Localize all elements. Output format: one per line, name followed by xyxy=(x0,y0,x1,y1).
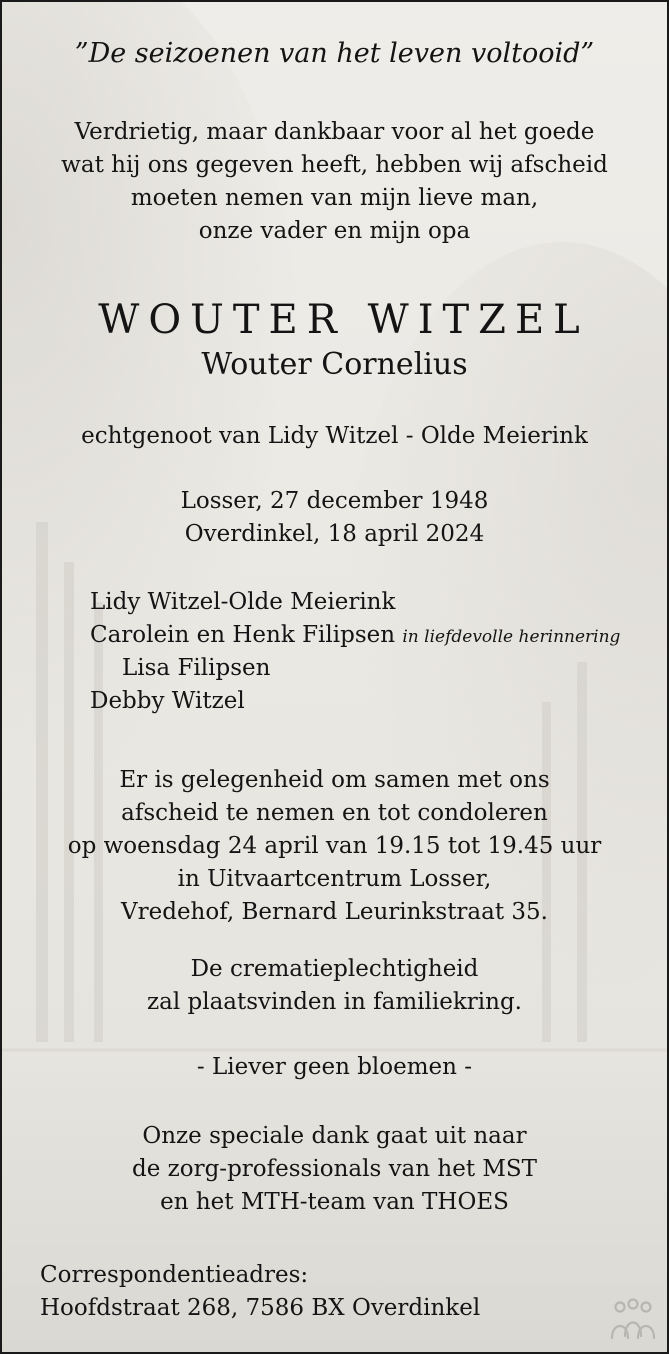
death-line: Overdinkel, 18 april 2024 xyxy=(184,521,485,547)
thanks-line: en het MTH-team van THOES xyxy=(160,1189,509,1215)
couple-names: Carolein en Henk Filipsen xyxy=(90,622,396,648)
people-group-icon xyxy=(608,1298,658,1342)
family-member-child: Debby Witzel xyxy=(90,688,245,714)
condolence-line: Vredehof, Bernard Leurinkstraat 35. xyxy=(121,899,548,925)
address-line: Hoofdstraat 268, 7586 BX Overdinkel xyxy=(40,1295,481,1321)
condolence-line: op woensdag 24 april van 19.15 tot 19.45 uur xyxy=(67,833,602,859)
cremation-line: De crematieplechtigheid xyxy=(190,956,479,982)
intro-line: moeten nemen van mijn lieve man, xyxy=(130,185,539,211)
birth-line: Losser, 27 december 1948 xyxy=(180,488,489,514)
address-label: Correspondentieadres: xyxy=(40,1262,309,1288)
condolence-line: Er is gelegenheid om samen met ons xyxy=(119,767,550,793)
family-member-couple xyxy=(90,622,620,648)
spouse-line: echtgenoot van Lidy Witzel - Olde Meierink xyxy=(81,423,588,449)
deceased-name: WOUTER WITZEL xyxy=(98,297,589,343)
thanks-line: de zorg-professionals van het MST xyxy=(131,1156,538,1182)
family-member-grandchild: Lisa Filipsen xyxy=(122,655,271,681)
intro-line: onze vader en mijn opa xyxy=(198,218,471,244)
motto-quote: ”De seizoenen van het leven voltooid” xyxy=(74,38,595,69)
condolence-line: in Uitvaartcentrum Losser, xyxy=(177,866,492,892)
thanks-line: Onze speciale dank gaat uit naar xyxy=(142,1123,527,1149)
family-member-wife: Lidy Witzel-Olde Meierink xyxy=(90,589,396,615)
condolence-line: afscheid te nemen en tot condoleren xyxy=(121,800,548,826)
cremation-line: zal plaatsvinden in familiekring. xyxy=(147,989,522,1015)
deceased-full-name: Wouter Cornelius xyxy=(201,347,468,382)
intro-line: Verdrietig, maar dankbaar voor al het goede xyxy=(74,119,595,145)
intro-line: wat hij ons gegeven heeft, hebben wij afscheid xyxy=(61,152,608,178)
flowers-note: - Liever geen bloemen - xyxy=(196,1054,473,1080)
memory-note: in liefdevolle herinnering xyxy=(402,627,621,647)
